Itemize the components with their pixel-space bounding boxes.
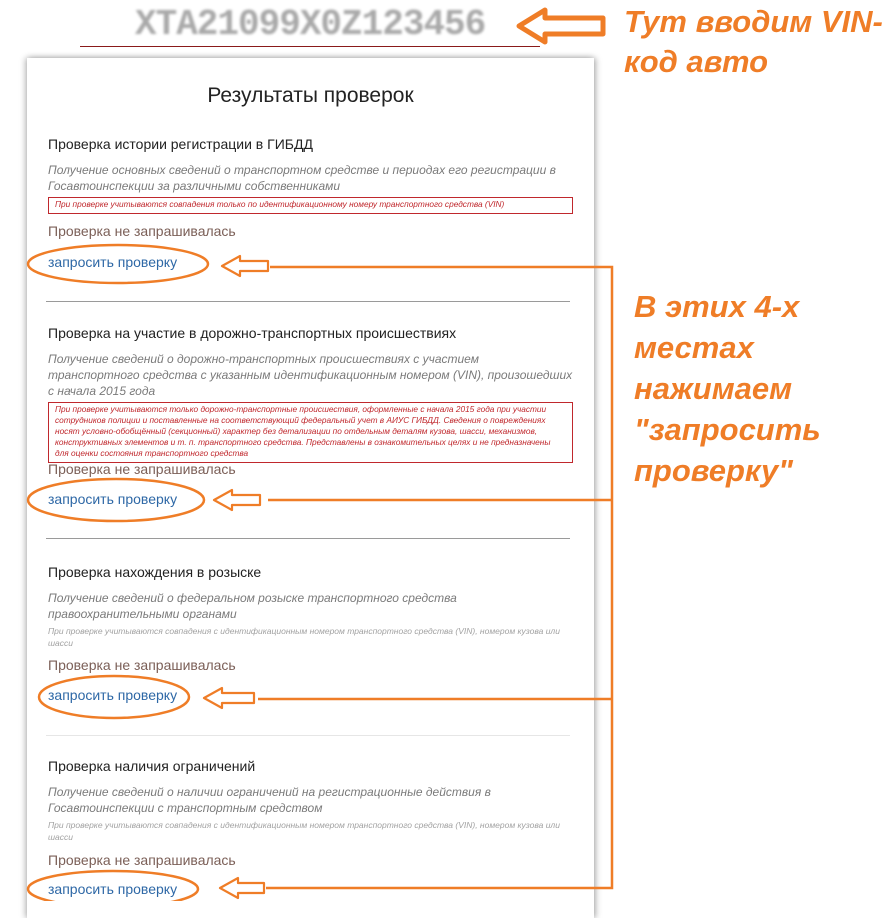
section-divider <box>46 538 570 539</box>
section-title: Проверка на участие в дорожно-транспортных происшествиях <box>48 325 457 341</box>
vin-underline <box>80 46 540 47</box>
vin-value: XTA21099X0Z123456 <box>135 4 486 42</box>
section-title: Проверка истории регистрации в ГИБДД <box>48 136 313 152</box>
section-status: Проверка не запрашивалась <box>48 657 236 673</box>
section-title: Проверка нахождения в розыске <box>48 564 262 580</box>
section-status: Проверка не запрашивалась <box>48 223 236 239</box>
check-section-wanted <box>48 564 573 703</box>
page-title: Результаты проверок <box>207 84 414 107</box>
check-section-accidents <box>48 325 573 507</box>
check-section-registration <box>48 136 573 270</box>
section-status: Проверка не запрашивалась <box>48 461 236 477</box>
request-check-button[interactable]: запросить проверку <box>48 491 178 507</box>
section-description: Получение сведений о федеральном розыске транспортного средства правоохранительными органами <box>48 591 457 621</box>
request-check-button[interactable]: запросить проверку <box>48 881 178 897</box>
section-note: При проверке учитываются совпадения с идентификационным номером транспортного средства (VIN), номером кузова или шасси <box>48 820 560 842</box>
section-status: Проверка не запрашивалась <box>48 852 236 868</box>
section-description: Получение основных сведений о транспортном средстве и периодах его регистрации в Госавтоинспекции за различными собственниками <box>48 163 556 193</box>
arrow-left-icon <box>515 6 607 46</box>
section-divider <box>46 301 570 302</box>
section-note: При проверке учитываются совпадения с идентификационным номером транспортного средства (VIN), номером кузова или шасси <box>48 626 560 648</box>
instruction-annotation: В этих 4-х местах нажимаем "запросить проверку" <box>634 289 821 488</box>
section-divider <box>46 735 570 736</box>
request-check-button[interactable]: запросить проверку <box>48 254 178 270</box>
section-warning: При проверке учитываются совпадения только по идентификационному номеру транспортного средства (VIN) <box>48 197 573 214</box>
vin-annotation: Тут вводим VIN-код авто <box>624 4 883 79</box>
results-card <box>27 58 594 918</box>
vin-input[interactable] <box>80 0 540 50</box>
request-check-button[interactable]: запросить проверку <box>48 687 178 703</box>
section-warning: При проверке учитываются только дорожно-транспортные происшествия, оформленные с начала 2015 года при участии сотрудников полиции и поставленные на соответствующий федеральный учет в АИУС ГИБДД. Сведения о повреждениях носят условно-обобщённый (секционный) характер без детализации по отдельным деталям кузова, шасси, механизмов, конструктивных элементов и т. п. транспортного средства. Представлены в ознакомительных целях и не предназначены для оценки состояния транспортного средства <box>48 402 573 463</box>
section-description: Получение сведений о наличии ограничений на регистрационные действия в Госавтоинспекции с транспортным средством <box>48 785 491 815</box>
section-description: Получение сведений о дорожно-транспортных происшествиях с участием транспортного средства с указанным идентификационным номером (VIN), произошедших с начала 2015 года <box>48 352 573 398</box>
section-title: Проверка наличия ограничений <box>48 758 256 774</box>
check-section-restrictions <box>48 758 573 897</box>
